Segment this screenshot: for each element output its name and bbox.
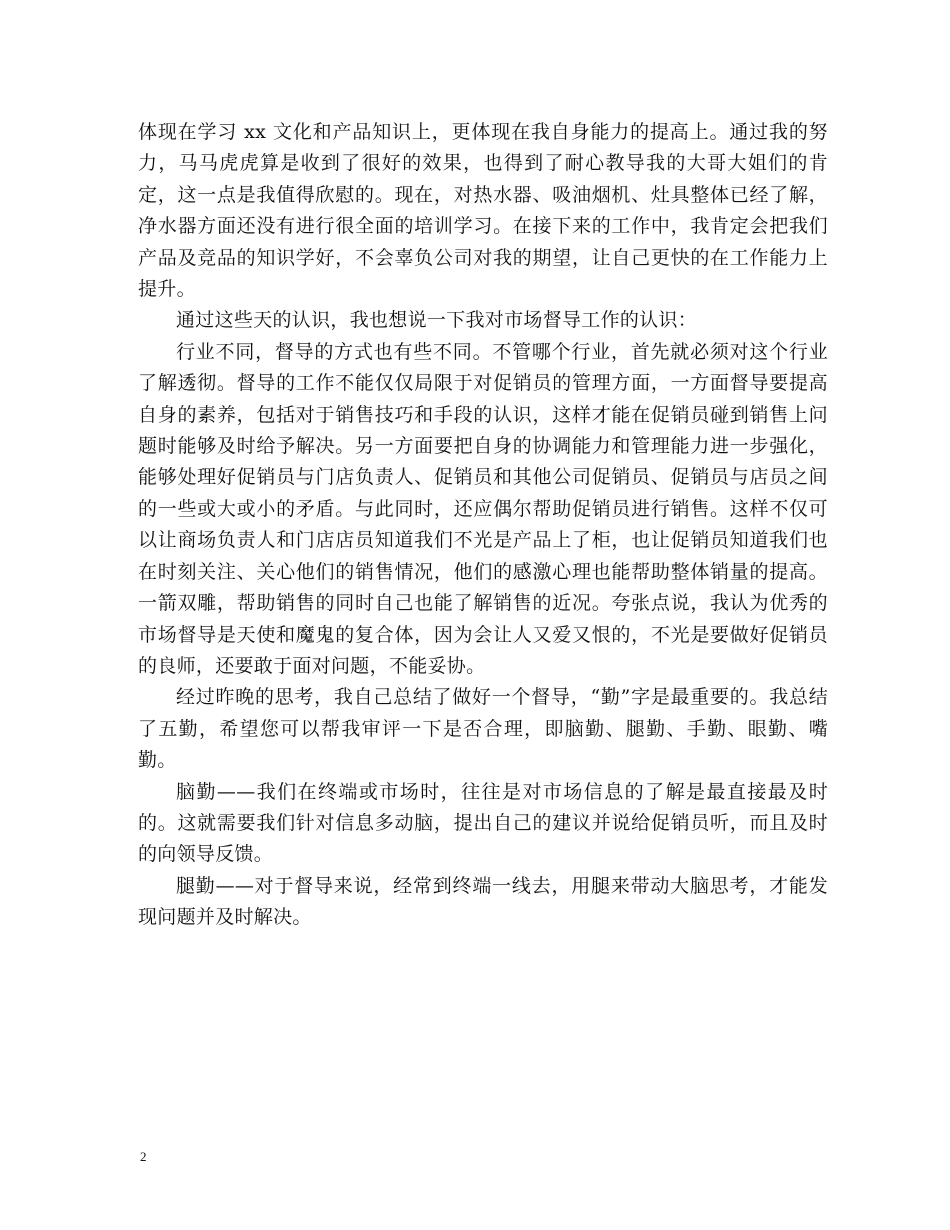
paragraph-6: 腿勤——对于督导来说，经常到终端一线去，用腿来带动大脑思考，才能发现问题并及时解决。 [138, 874, 828, 929]
paragraph-4: 经过昨晚的思考，我自己总结了做好一个督导，“勤”字是最重要的。我总结了五勤，希望您可以帮我审评一下是否合理，即脑勤、腿勤、手勤、眼勤、嘴勤。 [138, 686, 828, 772]
paragraph-3: 行业不同，督导的方式也有些不同。不管哪个行业，首先就必须对这个行业了解透彻。督导的工作不能仅仅局限于对促销员的管理方面，一方面督导要提高自身的素养，包括对于销售技巧和手段的认识，这样才能在促销员碰到销售上问题时能够及时给予解决。另一方面要把自身的协调能力和管理能力进一步强化，能够处理好促销员与门店负责人、促销员和其他公司促销员、促销员与店员之间的一些或大或小的矛盾。与此同时，还应偶尔帮助促销员进行销售。这样不仅可以让商场负责人和门店店员知道我们不光是产品上了柜，也让促销员知道我们也在时刻关注、关心他们的销售情况，他们的感激心理也能帮助整体销量的提高。一箭双雕，帮助销售的同时自己也能了解销售的近况。夸张点说，我认为优秀的市场督导是天使和魔鬼的复合体，因为会让人又爱又恨的，不光是要做好促销员的良师，还要敢于面对问题，不能妥协。 [138, 340, 828, 677]
paragraph-5: 脑勤——我们在终端或市场时，往往是对市场信息的了解是最直接最及时的。这就需要我们针对信息多动脑，提出自己的建议并说给促销员听，而且及时的向领导反馈。 [138, 780, 828, 866]
paragraph-2: 通过这些天的认识，我也想说一下我对市场督导工作的认识： [176, 309, 698, 332]
paragraph-1: 体现在学习 xx 文化和产品知识上，更体现在我自身能力的提高上。通过我的努力，马马虎虎算是收到了很好的效果，也得到了耐心教导我的大哥大姐们的肯定，这一点是我值得欣慰的。现在，对热水器、吸油烟机、灶具整体已经了解，净水器方面还没有进行很全面的培训学习。在接下来的工作中，我肯定会把我们产品及竞品的知识学好，不会辜负公司对我的期望，让自己更快的在工作能力上提升。 [138, 121, 828, 301]
document-body [138, 117, 828, 934]
page-number: 2 [140, 1149, 147, 1164]
